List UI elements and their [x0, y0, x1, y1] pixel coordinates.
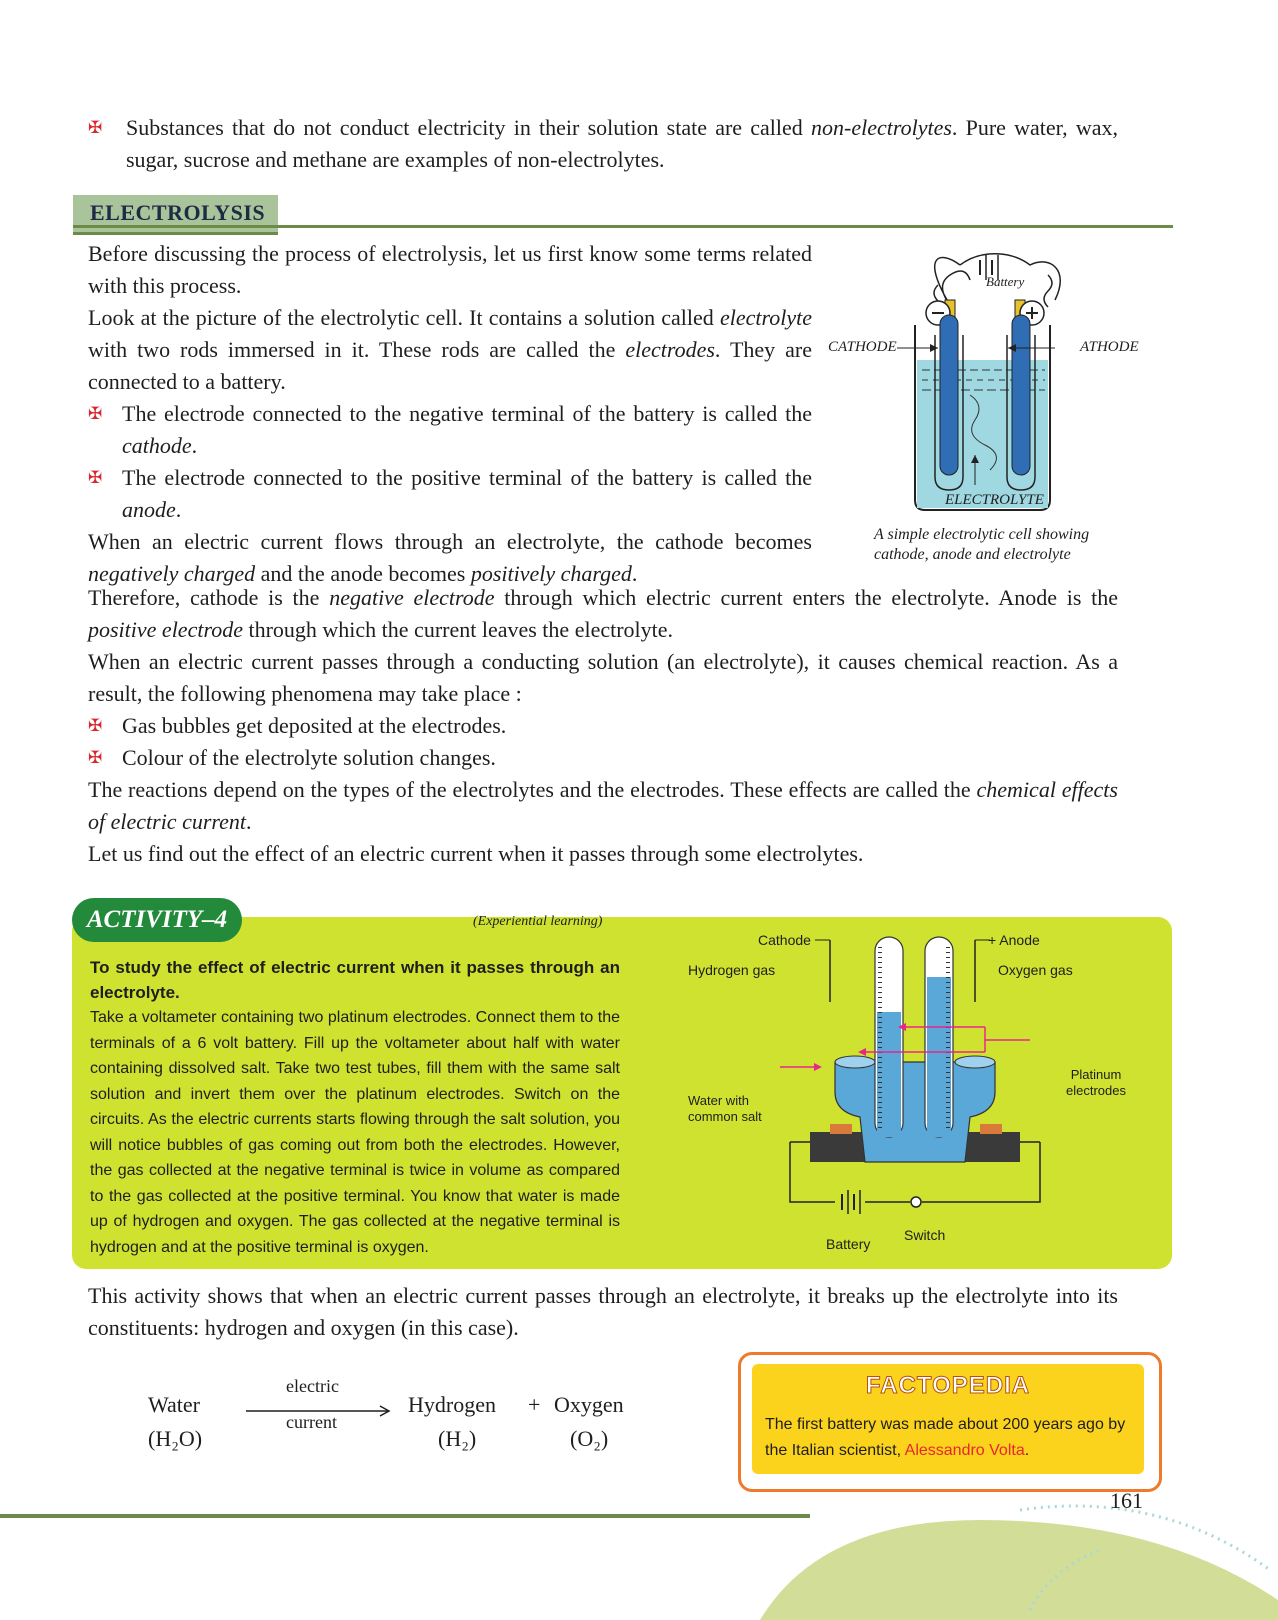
para-charge: When an electric current flows through an electrolyte, the cathode becomes negatively charged and the anode becomes positively charged. — [88, 529, 812, 586]
figure1-caption: A simple electrolytic cell showing cathode, anode and electrolyte — [874, 526, 1090, 563]
factopedia-title: FACTOPEDIA — [865, 1372, 1031, 1399]
conclusion-text: This activity shows that when an electric current passes through an electrolyte, it breaks up the electrolyte into its constituents: hydrogen and oxygen (in this case). — [88, 1283, 1118, 1340]
equation-product1-formula: (H₂) — [438, 1426, 477, 1451]
para-effects: The reactions depend on the types of the electrolytes and the electrodes. These effects are called the chemical effects of electric current. — [88, 777, 1118, 834]
figure2-cathode-label: Cathode — [758, 932, 811, 948]
activity-title: To study the effect of electric current when it passes through an electrolyte. — [90, 958, 620, 1002]
electrolytic-cell-diagram — [840, 245, 1130, 515]
equation-reactant: Water — [148, 1392, 200, 1417]
figure2-battery-label: Battery — [826, 1236, 871, 1252]
para-electrodes: Therefore, cathode is the negative electrode through which electric current enters the electrolyte. Anode is the positive electrode through which the current leaves the electrolyte. — [88, 585, 1119, 642]
equation-product2-formula: (O₂) — [570, 1426, 609, 1451]
para-terms: Before discussing the process of electrolysis, let us first know some terms related with this process. — [88, 241, 812, 298]
factopedia-name: Alessandro Volta — [904, 1442, 1025, 1459]
figure2-anode-label: + Anode — [988, 932, 1040, 948]
figure2-oxygen-label: Oxygen gas — [998, 962, 1073, 978]
activity-label: ACTIVITY–4 — [72, 898, 242, 942]
equation-arrow-bottom: current — [286, 1412, 337, 1432]
bullet-cross-icon: ✠ — [88, 716, 103, 735]
activity-body: Take a voltameter containing two platinum electrodes. Connect them to the terminals of a 6 volt battery. Fill up the voltameter about half with water containing dissolved salt. Take two test tubes, fill them with the same salt solution and invert them over the platinum electrodes. Switch on the circuits. As the electric currents starts flowing through the salt solution, you will notice bubbles of gas coming out from both the electrodes. However, the gas collected at the negative terminal is twice in volume as compared to the gas collected at the positive terminal. You know that water is made up of hydrogen and oxygen. The gas collected at the negative terminal is hydrogen and at the positive terminal is oxygen. — [90, 1009, 620, 1256]
footer-decoration — [0, 1480, 1278, 1620]
list-item: ✠ The electrode connected to the negative terminal of the battery is called the cathode. — [88, 398, 812, 462]
figure2-water-label: Water with common salt — [688, 1093, 762, 1124]
list-item: ✠ Gas bubbles get deposited at the electrodes. — [88, 710, 1118, 742]
page-number: 161 — [1110, 1488, 1143, 1513]
equation-plus: + — [528, 1392, 541, 1417]
list-item: ✠ Colour of the electrolyte solution changes. — [88, 742, 1118, 774]
equation-arrow-top: electric — [286, 1376, 339, 1396]
figure1-battery-label: Battery — [986, 274, 1025, 289]
figure2-hydrogen-label: Hydrogen gas — [688, 962, 776, 978]
activity-text — [90, 955, 620, 1260]
figure1-electrolyte-label: ELECTROLYTE — [945, 492, 1044, 508]
figure2-platinum-label: Platinum electrodes — [1066, 1067, 1126, 1098]
list-item: ✠ The electrode connected to the positive terminal of the battery is called the anode. — [88, 462, 812, 526]
para-phenomena: When an electric current passes through a conducting solution (an electrolyte), it causes chemical reaction. As a result, the following phenomena may take place : — [88, 649, 1118, 706]
factopedia-text: The first battery was made about 200 years ago by the Italian scientist, Alessandro Volta. — [765, 1416, 1126, 1459]
bullet-cross-icon: ✠ — [88, 468, 103, 487]
bullet-cross-icon: ✠ — [88, 748, 103, 767]
activity-tag: (Experiential learning) — [473, 914, 603, 929]
figure1-anode-label: ATHODE — [1080, 339, 1139, 355]
equation-reactant-formula: (H₂O) — [148, 1426, 203, 1451]
para-find-out: Let us find out the effect of an electric current when it passes through some electrolytes. — [88, 841, 864, 866]
electrolysis-intro — [88, 238, 812, 590]
electrode-bullet-list — [88, 398, 812, 526]
equation-product1: Hydrogen — [408, 1392, 496, 1417]
figure1-cathode-label: CATHODE — [828, 339, 897, 355]
para-cell: Look at the picture of the electrolytic cell. It contains a solution called electrolyte with two rods immersed in it. These rods are called the electrodes. They are connected to a battery. — [88, 305, 812, 394]
bullet-cross-icon: ✠ — [88, 118, 103, 137]
intro-bullet: ✠ Substances that do not conduct electricity in their solution state are called non-electrolytes. Pure water, wax, sugar, sucrose and methane are examples of non-electrolytes. — [88, 112, 1118, 176]
equation-product2: Oxygen — [554, 1392, 624, 1417]
section-heading: ELECTROLYSIS — [90, 200, 266, 225]
bullet-cross-icon: ✠ — [88, 404, 103, 423]
figure2-switch-label: Switch — [904, 1227, 946, 1243]
electrolysis-body — [88, 582, 1118, 870]
